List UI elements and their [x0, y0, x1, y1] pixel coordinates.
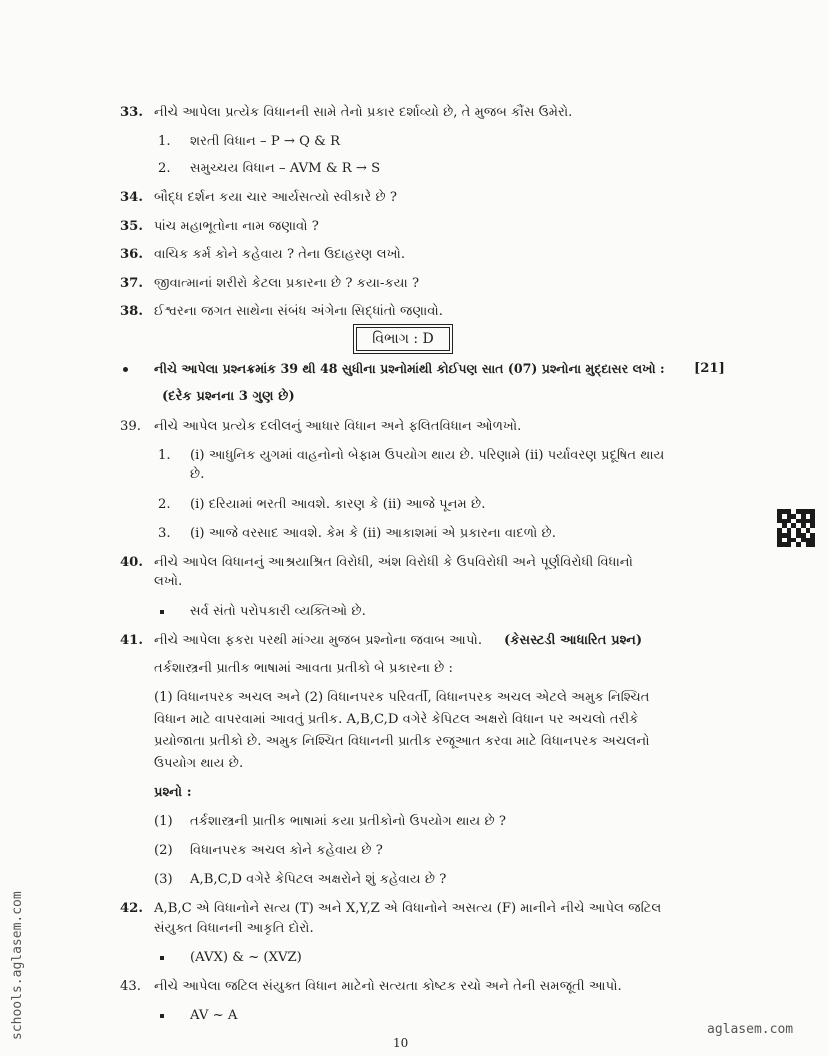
- page-number: 10: [393, 1036, 409, 1050]
- q33-item1-text: શરતી વિધાન – P → Q & R: [190, 134, 341, 149]
- q35-text: પાંચ મહાભૂતોના નામ જણાવો ?: [154, 219, 319, 234]
- q39-item3-text: (i) આજે વરસાદ આવશે. કેમ કે (ii) આકાશમાં એ પ્રકારના વાદળો છે.: [190, 526, 556, 541]
- q42-number: 42.: [120, 901, 143, 916]
- q41-para-line3: પ્રયોજાતા પ્રતીકો છે. અમુક નિશ્ચિત વિધાનની પ્રાતીક રજૂઆત કરવા માટે વિધાનપરક અચલનો: [154, 734, 650, 749]
- q41-q1-text: તર્કશાસ્ત્રની પ્રાતીક ભાષામાં કયા પ્રતીકોનો ઉપયોગ થાય છે ?: [190, 814, 506, 829]
- q42-expression: (AVX) & ~ (XVZ): [190, 950, 302, 965]
- q33-item2-text: સમુચ્ચય વિધાન – AVM & R → S: [190, 161, 381, 176]
- brand-watermark: aglasem.com: [707, 1022, 794, 1037]
- q41-q2-number: (2): [154, 843, 173, 858]
- q36-text: વાચિક કર્મ કોને કહેવાય ? તેના ઉદાહરણ લખો.: [154, 247, 406, 262]
- instruction-bullet: [123, 367, 128, 372]
- q43-text: નીચે આપેલા જટિલ સંયુક્ત વિધાન માટેનો સત્યતા કોષ્ટક રચો અને તેની સમજૂતી આપો.: [154, 979, 622, 994]
- q41-text: નીચે આપેલા ફકરા પરથી માંગ્યા મુજબ પ્રશ્નોના જવાબ આપો.: [154, 633, 483, 648]
- q38-text: ઈશ્વરના જગત સાથેના સંબંધ અંગેના સિદ્ધાંતો જણાવો.: [154, 304, 443, 319]
- q41-number: 41.: [120, 633, 143, 648]
- q41-q1-number: (1): [154, 814, 173, 829]
- q39-item1-number: 1.: [158, 448, 171, 463]
- q42-bullet: [160, 956, 164, 960]
- q33-item2-number: 2.: [158, 161, 171, 176]
- q33-number: 33.: [120, 105, 143, 120]
- q42-cont: સંયુક્ત વિધાનની આકૃતિ દોરો.: [154, 921, 314, 936]
- q39-number: 39.: [120, 419, 141, 434]
- q42-text: A,B,C એ વિધાનોને સત્ય (T) અને X,Y,Z એ વિધાનોને અસત્ય (F) માનીને નીચે આપેલ જટિલ: [154, 901, 662, 916]
- q41-case-study-tag: (કેસસ્ટડી આધારિત પ્રશ્ન): [504, 633, 643, 648]
- side-watermark-url: schools.aglasem.com: [10, 891, 25, 1040]
- q41-para-line2: વિધાન માટે વાપરવામાં આવતું પ્રતીક. A,B,C,D વગેરે કેપિટલ અક્ષરો વિધાન પર અચલો તરીકે: [154, 712, 639, 727]
- q39-item2-text: (i) દરિયામાં ભરતી આવશે. કારણ કે (ii) આજે પૂનમ છે.: [190, 497, 486, 512]
- q39-item3-number: 3.: [158, 526, 171, 541]
- q39-item1-text: (i) આધુનિક યુગમાં વાહનોનો બેફામ ઉપયોગ થાય છે. પરિણામે (ii) પર્યાવરણ પ્રદૂષિત થાય: [190, 448, 665, 463]
- qr-code-icon[interactable]: [777, 509, 815, 547]
- q41-q3-number: (3): [154, 872, 173, 887]
- q43-expression: AV ~ A: [190, 1008, 238, 1023]
- q43-bullet: [160, 1014, 164, 1018]
- q33-text: નીચે આપેલા પ્રત્યેક વિધાનની સામે તેનો પ્રકાર દર્શાવ્યો છે, તે મુજબ કૌંસ ઉમેરો.: [154, 105, 573, 120]
- q36-number: 36.: [120, 247, 143, 262]
- q35-number: 35.: [120, 219, 143, 234]
- q33-item1-number: 1.: [158, 134, 171, 149]
- q41-para-line4: ઉપયોગ થાય છે.: [154, 756, 244, 771]
- q40-statement: સર્વ સંતો પરોપકારી વ્યક્તિઓ છે.: [190, 604, 366, 619]
- q39-text: નીચે આપેલ પ્રત્યેક દલીલનું આધાર વિધાન અને ફલિતવિધાન ઓળખો.: [154, 419, 522, 434]
- q38-number: 38.: [120, 304, 143, 319]
- q41-questions-label: પ્રશ્નો :: [154, 785, 192, 800]
- q37-text: જીવાત્માનાં શરીરો કેટલા પ્રકારના છે ? કયા-કયા ?: [154, 276, 420, 291]
- q37-number: 37.: [120, 276, 143, 291]
- q41-q2-text: વિધાનપરક અચલ કોને કહેવાય છે ?: [190, 843, 383, 858]
- q41-q3-text: A,B,C,D વગેરે કેપિટલ અક્ષરોને શું કહેવાય છે ?: [190, 872, 447, 887]
- q40-bullet: [160, 610, 164, 614]
- q40-cont: લખો.: [154, 574, 183, 589]
- q40-text: નીચે આપેલ વિધાનનું આશ્રયાશ્રિત વિરોધી, અંશ વિરોધી કે ઉપવિરોધી અને પૂર્ણવિરોધી વિધાનો: [154, 555, 633, 570]
- q40-number: 40.: [120, 555, 143, 570]
- q39-item1-cont: છે.: [190, 467, 205, 482]
- section-marks-note: (દરેક પ્રશ્નના 3 ગુણ છે): [162, 389, 295, 404]
- q34-text: બૌદ્ધ દર્શન કયા ચાર આર્યસત્યો સ્વીકારે છે ?: [154, 190, 397, 205]
- q41-intro: તર્કશાસ્ત્રની પ્રાતીક ભાષામાં આવતા પ્રતીકો બે પ્રકારના છે :: [154, 661, 453, 676]
- q39-item2-number: 2.: [158, 497, 171, 512]
- q43-number: 43.: [120, 979, 141, 994]
- section-d-heading: વિભાગ : D: [356, 327, 450, 351]
- q34-number: 34.: [120, 190, 143, 205]
- q41-para-line1: (1) વિધાનપરક અચલ અને (2) વિધાનપરક પરિવર્તી, વિધાનપરક અચલ એટલે અમુક નિશ્ચિત: [154, 690, 650, 705]
- section-instruction: નીચે આપેલા પ્રશ્નક્રમાંક 39 થી 48 સુધીના પ્રશ્નોમાંથી કોઈપણ સાત (07) પ્રશ્નોના મુદ્દાસર લખો :: [154, 361, 665, 376]
- section-marks: [21]: [694, 361, 725, 376]
